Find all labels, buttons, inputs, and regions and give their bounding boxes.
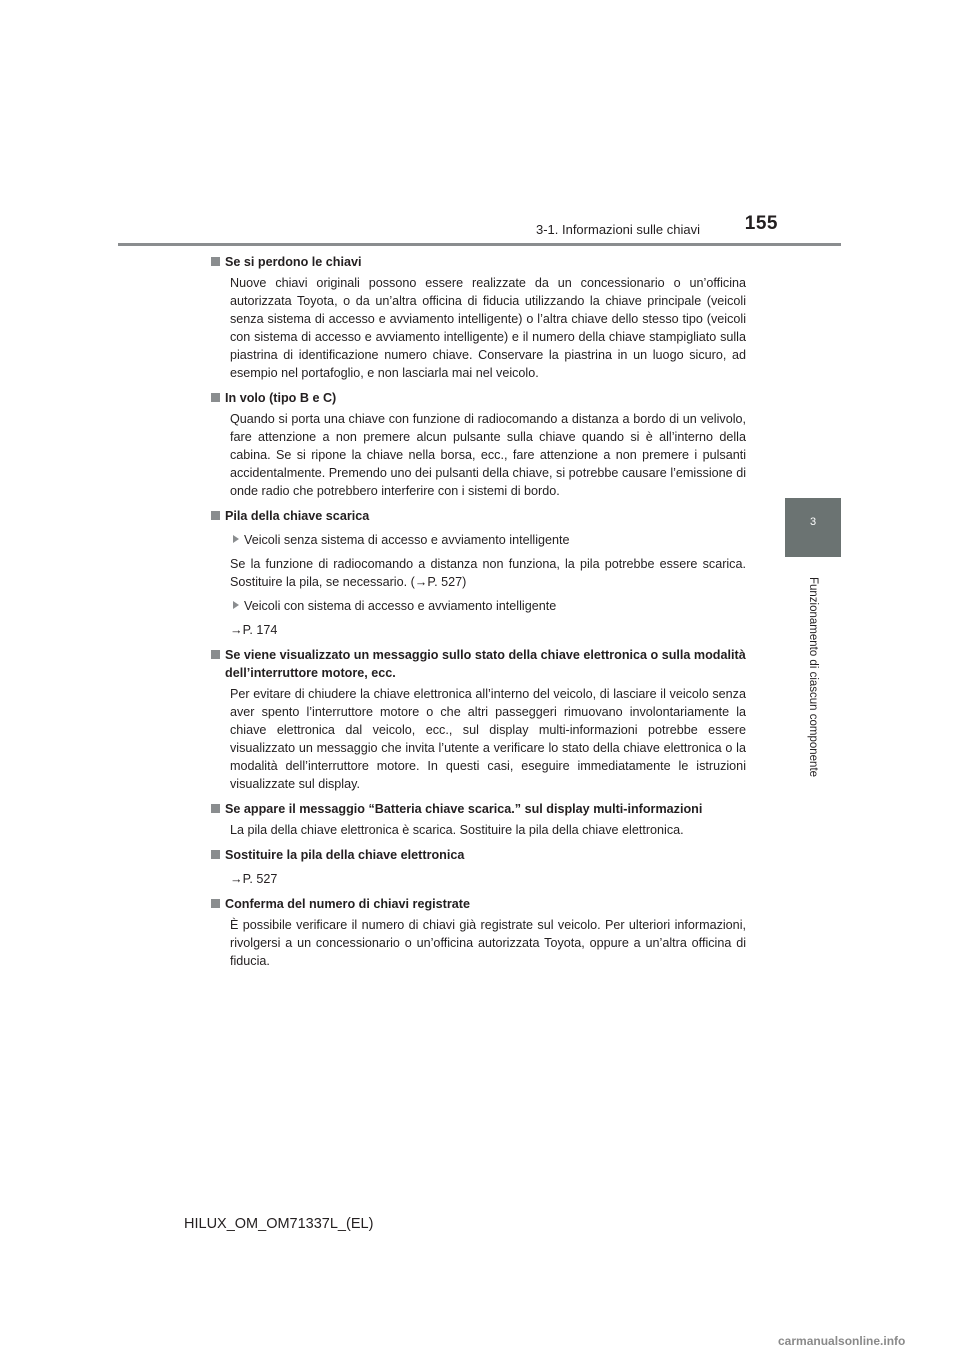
section-title: Sostituire la pila della chiave elettronica <box>225 848 465 862</box>
section-heading <box>211 253 746 271</box>
section-heading <box>211 895 746 913</box>
section-registered-keys <box>211 895 746 970</box>
section-title: Se viene visualizzato un messaggio sullo stato della chiave elettronica o sulla modalità dell’interruttore motore, ecc. <box>225 648 746 680</box>
page-content <box>211 253 746 977</box>
section-body: Nuove chiavi originali possono essere realizzate da un concessionario o un’officina autorizzata Toyota, o da un’altra officina di fiducia utilizzando la chiave principale (veicoli senza sistema di accesso e avviamento intelligente) o l’altra chiave dello stesso tipo (veicoli con sistema di accesso e avviamento intelligente) e il numero della chiave stampigliato sulla piastrina di identificazione numero chiave. Conservare la piastrina in un luogo sicuro, ad esempio nel portafoglio, e non lasciarla mai nel veicolo. <box>230 276 746 380</box>
section-title: Se si perdono le chiavi <box>225 255 362 269</box>
page-number: 155 <box>744 213 778 234</box>
sub-body: Se la funzione di radiocomando a distanza non funziona, la pila potrebbe essere scarica. Sostituire la pila, se necessario. (→P. 527) <box>230 557 746 589</box>
square-bullet-icon <box>211 850 220 859</box>
section-title: Conferma del numero di chiavi registrate <box>225 897 470 911</box>
section-replace-battery <box>211 846 746 888</box>
section-body: Per evitare di chiudere la chiave elettronica all’interno del veicolo, di lasciare il veicolo senza aver spento l’interruttore motore o che altri passeggeri rimuovano involontariamente la chiave elettronica dal veicolo, ecc., sul display multi-informazioni potrebbe essere visualizzato un messaggio che invita l’utente a verificare lo stato della chiave elettronica o la modalità dell’interruttore motore. In questi casi, eseguire immediatamente le istruzioni visualizzate sul display. <box>230 687 746 791</box>
chapter-tab <box>785 498 841 557</box>
sub-title: Veicoli con sistema di accesso e avviamento intelligente <box>244 599 557 613</box>
section-body: Quando si porta una chiave con funzione di radiocomando a distanza a bordo di un velivolo, fare attenzione a non premere alcun pulsante sulla chiave quando si è all’interno della cabina. Se si ripone la chiave nella borsa, ecc., fare attenzione a non premere i pulsanti accidentalmente. Premendo uno dei pulsanti della chiave, si potrebbe causare l’emissione di onde radio che potrebbero interferire con i sistemi di bordo. <box>230 412 746 498</box>
page-reference: →P. 174 <box>230 623 278 637</box>
watermark: carmanualsonline.info <box>778 1334 906 1348</box>
square-bullet-icon <box>211 257 220 266</box>
chapter-label: Funzionamento di ciascun componente <box>807 576 819 778</box>
triangle-bullet-icon <box>233 601 239 609</box>
section-body: La pila della chiave elettronica è scarica. Sostituire la pila della chiave elettronica. <box>230 823 684 837</box>
section-heading <box>211 507 746 525</box>
page-reference: →P. 527 <box>230 872 278 886</box>
section-battery-message <box>211 800 746 839</box>
section-heading <box>211 800 746 818</box>
square-bullet-icon <box>211 393 220 402</box>
triangle-bullet-icon <box>233 535 239 543</box>
footer-code: HILUX_OM_OM71337L_(EL) <box>184 1216 374 1232</box>
section-body: È possibile verificare il numero di chiavi già registrate sul veicolo. Per ulteriori informazioni, rivolgersi a un concessionario o un’officina autorizzata Toyota, oppure a un’altra officina di fiducia. <box>230 918 746 968</box>
section-lost-keys <box>211 253 746 382</box>
section-title: Pila della chiave scarica <box>225 509 370 523</box>
section-title: Se appare il messaggio “Batteria chiave scarica.” sul display multi-informazioni <box>225 802 703 816</box>
chapter-label-box <box>785 557 841 797</box>
sub-heading <box>233 597 746 615</box>
square-bullet-icon <box>211 511 220 520</box>
section-heading <box>211 646 746 682</box>
section-title: In volo (tipo B e C) <box>225 391 337 405</box>
sub-title: Veicoli senza sistema di accesso e avviamento intelligente <box>244 533 570 547</box>
sub-heading <box>233 531 746 549</box>
header-rule <box>118 243 841 246</box>
square-bullet-icon <box>211 804 220 813</box>
section-key-battery-low <box>211 507 746 639</box>
section-heading <box>211 846 746 864</box>
section-in-flight <box>211 389 746 500</box>
section-heading <box>211 389 746 407</box>
chapter-tab-number: 3 <box>809 516 817 528</box>
header-title: 3-1. Informazioni sulle chiavi <box>535 222 700 237</box>
square-bullet-icon <box>211 899 220 908</box>
square-bullet-icon <box>211 650 220 659</box>
section-key-status-message <box>211 646 746 793</box>
